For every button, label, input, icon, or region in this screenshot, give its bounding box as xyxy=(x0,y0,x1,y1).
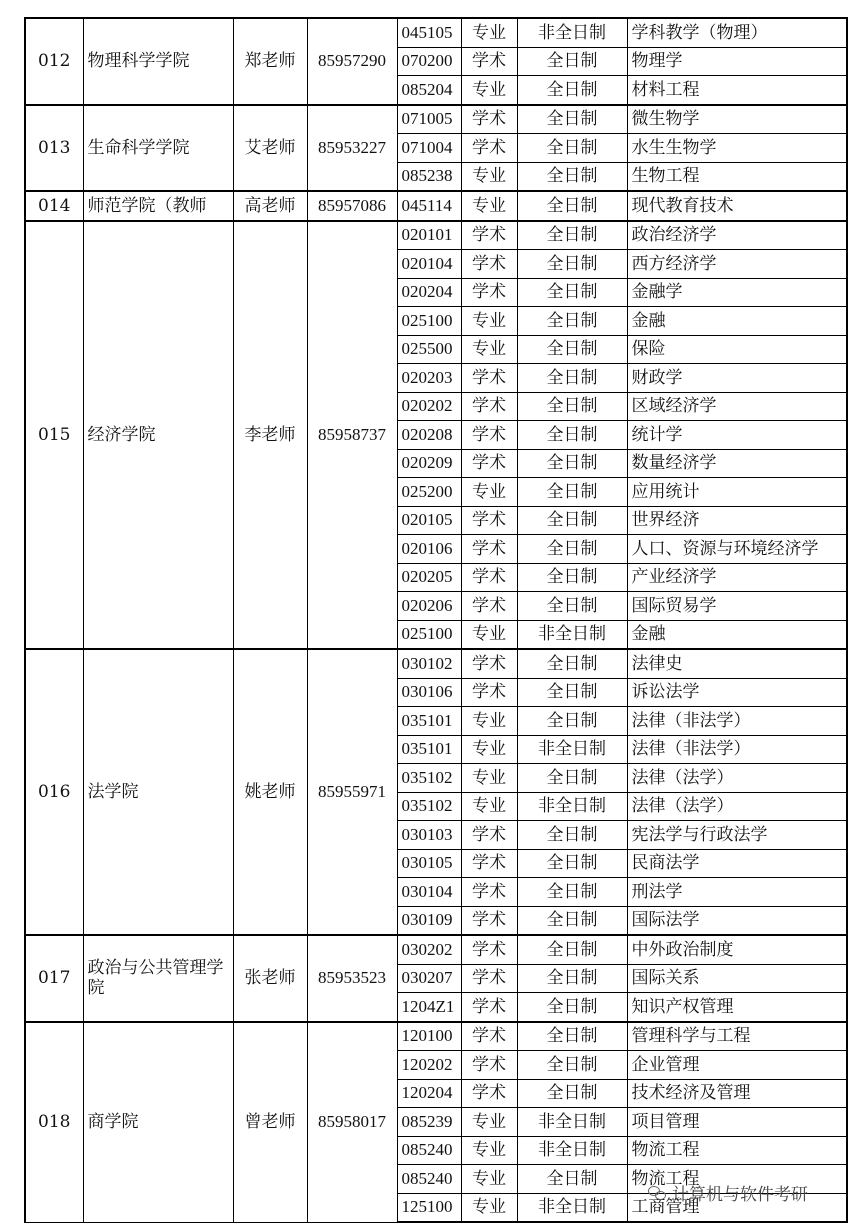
program-code: 085238 xyxy=(397,162,461,191)
college-name: 商学院 xyxy=(83,1022,233,1223)
major-name: 法律（法学） xyxy=(627,764,847,793)
major-name: 技术经济及管理 xyxy=(627,1079,847,1108)
study-mode: 全日制 xyxy=(517,250,627,279)
major-name: 现代教育技术 xyxy=(627,191,847,221)
degree-type: 学术 xyxy=(461,592,517,621)
major-name: 管理科学与工程 xyxy=(627,1022,847,1051)
degree-type: 专业 xyxy=(461,1165,517,1194)
program-code: 020101 xyxy=(397,221,461,250)
major-name: 世界经济 xyxy=(627,506,847,535)
study-mode: 全日制 xyxy=(517,1165,627,1194)
study-mode: 全日制 xyxy=(517,535,627,564)
major-name: 区域经济学 xyxy=(627,392,847,421)
program-code: 025500 xyxy=(397,335,461,364)
major-name: 金融 xyxy=(627,620,847,649)
program-code: 030105 xyxy=(397,849,461,878)
program-code: 085240 xyxy=(397,1136,461,1165)
degree-type: 专业 xyxy=(461,335,517,364)
degree-type: 专业 xyxy=(461,76,517,105)
program-code: 125100 xyxy=(397,1193,461,1222)
program-code: 1204Z1 xyxy=(397,993,461,1022)
degree-type: 专业 xyxy=(461,18,517,47)
program-code: 020104 xyxy=(397,250,461,279)
study-mode: 全日制 xyxy=(517,335,627,364)
study-mode: 全日制 xyxy=(517,649,627,678)
study-mode: 全日制 xyxy=(517,1079,627,1108)
major-name: 国际关系 xyxy=(627,964,847,993)
major-name: 金融 xyxy=(627,307,847,336)
program-code: 020203 xyxy=(397,364,461,393)
table-row xyxy=(25,221,847,250)
table-body xyxy=(25,18,847,1222)
study-mode: 全日制 xyxy=(517,478,627,507)
degree-type: 学术 xyxy=(461,1079,517,1108)
program-code: 085239 xyxy=(397,1108,461,1137)
degree-type: 专业 xyxy=(461,307,517,336)
program-code: 035102 xyxy=(397,764,461,793)
major-name: 财政学 xyxy=(627,364,847,393)
degree-type: 学术 xyxy=(461,849,517,878)
study-mode: 全日制 xyxy=(517,1051,627,1080)
major-name: 金融学 xyxy=(627,278,847,307)
major-name: 应用统计 xyxy=(627,478,847,507)
program-code: 030102 xyxy=(397,649,461,678)
program-code: 030207 xyxy=(397,964,461,993)
major-name: 法律（法学） xyxy=(627,792,847,821)
contact-phone: 85957290 xyxy=(307,18,397,105)
college-code: 014 xyxy=(25,191,83,221)
degree-type: 学术 xyxy=(461,421,517,450)
program-code: 020208 xyxy=(397,421,461,450)
degree-type: 专业 xyxy=(461,1108,517,1137)
degree-type: 学术 xyxy=(461,250,517,279)
study-mode: 全日制 xyxy=(517,964,627,993)
study-mode: 全日制 xyxy=(517,392,627,421)
college-name: 法学院 xyxy=(83,649,233,935)
admissions-table-page xyxy=(24,17,848,1223)
program-code: 020202 xyxy=(397,392,461,421)
program-code: 030106 xyxy=(397,678,461,707)
program-code: 045114 xyxy=(397,191,461,221)
degree-type: 学术 xyxy=(461,563,517,592)
program-code: 030109 xyxy=(397,906,461,935)
major-name: 西方经济学 xyxy=(627,250,847,279)
study-mode: 非全日制 xyxy=(517,792,627,821)
major-name: 法律（非法学） xyxy=(627,735,847,764)
degree-type: 学术 xyxy=(461,964,517,993)
major-name: 法律（非法学） xyxy=(627,707,847,736)
study-mode: 全日制 xyxy=(517,821,627,850)
major-name: 微生物学 xyxy=(627,105,847,134)
program-code: 030202 xyxy=(397,935,461,964)
study-mode: 全日制 xyxy=(517,134,627,163)
program-code: 070200 xyxy=(397,47,461,76)
study-mode: 全日制 xyxy=(517,421,627,450)
study-mode: 非全日制 xyxy=(517,1193,627,1222)
college-code: 013 xyxy=(25,105,83,192)
study-mode: 全日制 xyxy=(517,563,627,592)
degree-type: 专业 xyxy=(461,191,517,221)
study-mode: 全日制 xyxy=(517,47,627,76)
degree-type: 学术 xyxy=(461,878,517,907)
study-mode: 全日制 xyxy=(517,162,627,191)
college-name: 师范学院（教师 xyxy=(83,191,233,221)
contact-phone: 85953523 xyxy=(307,935,397,1022)
college-code: 016 xyxy=(25,649,83,935)
study-mode: 全日制 xyxy=(517,1022,627,1051)
degree-type: 学术 xyxy=(461,392,517,421)
study-mode: 全日制 xyxy=(517,364,627,393)
degree-type: 学术 xyxy=(461,906,517,935)
college-name: 经济学院 xyxy=(83,221,233,650)
study-mode: 全日制 xyxy=(517,278,627,307)
study-mode: 全日制 xyxy=(517,707,627,736)
major-name: 产业经济学 xyxy=(627,563,847,592)
major-name: 企业管理 xyxy=(627,1051,847,1080)
degree-type: 专业 xyxy=(461,162,517,191)
major-name: 物流工程 xyxy=(627,1136,847,1165)
study-mode: 全日制 xyxy=(517,449,627,478)
degree-type: 学术 xyxy=(461,134,517,163)
program-code: 020106 xyxy=(397,535,461,564)
program-code: 030104 xyxy=(397,878,461,907)
major-name: 学科教学（物理） xyxy=(627,18,847,47)
program-code: 071005 xyxy=(397,105,461,134)
program-code: 035101 xyxy=(397,707,461,736)
major-name: 项目管理 xyxy=(627,1108,847,1137)
program-code: 035101 xyxy=(397,735,461,764)
degree-type: 专业 xyxy=(461,707,517,736)
degree-type: 学术 xyxy=(461,105,517,134)
major-name: 刑法学 xyxy=(627,878,847,907)
degree-type: 专业 xyxy=(461,764,517,793)
program-code: 020105 xyxy=(397,506,461,535)
contact-phone: 85957086 xyxy=(307,191,397,221)
degree-type: 学术 xyxy=(461,678,517,707)
degree-type: 学术 xyxy=(461,821,517,850)
major-name: 材料工程 xyxy=(627,76,847,105)
degree-type: 专业 xyxy=(461,478,517,507)
degree-type: 学术 xyxy=(461,506,517,535)
study-mode: 全日制 xyxy=(517,764,627,793)
program-code: 025100 xyxy=(397,307,461,336)
program-code: 085204 xyxy=(397,76,461,105)
college-code: 015 xyxy=(25,221,83,650)
study-mode: 全日制 xyxy=(517,906,627,935)
study-mode: 非全日制 xyxy=(517,1136,627,1165)
degree-type: 学术 xyxy=(461,535,517,564)
major-name: 知识产权管理 xyxy=(627,993,847,1022)
study-mode: 全日制 xyxy=(517,592,627,621)
study-mode: 全日制 xyxy=(517,506,627,535)
contact-teacher: 郑老师 xyxy=(233,18,307,105)
degree-type: 学术 xyxy=(461,449,517,478)
contact-phone: 85958017 xyxy=(307,1022,397,1223)
study-mode: 全日制 xyxy=(517,307,627,336)
program-code: 085240 xyxy=(397,1165,461,1194)
study-mode: 全日制 xyxy=(517,849,627,878)
degree-type: 专业 xyxy=(461,620,517,649)
study-mode: 全日制 xyxy=(517,935,627,964)
table-row xyxy=(25,649,847,678)
table-row xyxy=(25,18,847,47)
major-name: 统计学 xyxy=(627,421,847,450)
program-code: 025200 xyxy=(397,478,461,507)
contact-phone: 85955971 xyxy=(307,649,397,935)
contact-phone: 85953227 xyxy=(307,105,397,192)
degree-type: 专业 xyxy=(461,1193,517,1222)
contact-teacher: 艾老师 xyxy=(233,105,307,192)
program-code: 020209 xyxy=(397,449,461,478)
major-name: 工商管理 xyxy=(627,1193,847,1222)
program-contact-table xyxy=(24,17,848,1223)
study-mode: 全日制 xyxy=(517,878,627,907)
program-code: 020205 xyxy=(397,563,461,592)
program-code: 120204 xyxy=(397,1079,461,1108)
program-code: 030103 xyxy=(397,821,461,850)
watermark-text: 计算机与软件考研 xyxy=(672,1185,808,1205)
study-mode: 全日制 xyxy=(517,993,627,1022)
study-mode: 非全日制 xyxy=(517,620,627,649)
contact-teacher: 李老师 xyxy=(233,221,307,650)
study-mode: 全日制 xyxy=(517,221,627,250)
major-name: 水生生物学 xyxy=(627,134,847,163)
table-row xyxy=(25,191,847,221)
college-name: 生命科学学院 xyxy=(83,105,233,192)
table-row xyxy=(25,1022,847,1051)
study-mode: 全日制 xyxy=(517,76,627,105)
major-name: 政治经济学 xyxy=(627,221,847,250)
major-name: 法律史 xyxy=(627,649,847,678)
major-name: 宪法学与行政法学 xyxy=(627,821,847,850)
program-code: 020206 xyxy=(397,592,461,621)
contact-teacher: 高老师 xyxy=(233,191,307,221)
major-name: 物理学 xyxy=(627,47,847,76)
major-name: 保险 xyxy=(627,335,847,364)
program-code: 025100 xyxy=(397,620,461,649)
degree-type: 学术 xyxy=(461,278,517,307)
program-code: 035102 xyxy=(397,792,461,821)
major-name: 中外政治制度 xyxy=(627,935,847,964)
contact-teacher: 曾老师 xyxy=(233,1022,307,1223)
program-code: 020204 xyxy=(397,278,461,307)
program-code: 120202 xyxy=(397,1051,461,1080)
study-mode: 非全日制 xyxy=(517,18,627,47)
study-mode: 全日制 xyxy=(517,191,627,221)
major-name: 国际贸易学 xyxy=(627,592,847,621)
degree-type: 学术 xyxy=(461,47,517,76)
major-name: 物流工程 xyxy=(627,1165,847,1194)
major-name: 数量经济学 xyxy=(627,449,847,478)
major-name: 人口、资源与环境经济学 xyxy=(627,535,847,564)
contact-teacher: 姚老师 xyxy=(233,649,307,935)
major-name: 诉讼法学 xyxy=(627,678,847,707)
table-row xyxy=(25,935,847,964)
study-mode: 全日制 xyxy=(517,105,627,134)
program-code: 120100 xyxy=(397,1022,461,1051)
major-name: 民商法学 xyxy=(627,849,847,878)
program-code: 071004 xyxy=(397,134,461,163)
program-code: 045105 xyxy=(397,18,461,47)
study-mode: 全日制 xyxy=(517,678,627,707)
degree-type: 学术 xyxy=(461,649,517,678)
contact-phone: 85958737 xyxy=(307,221,397,650)
table-row xyxy=(25,105,847,134)
study-mode: 非全日制 xyxy=(517,1108,627,1137)
major-name: 国际法学 xyxy=(627,906,847,935)
college-name: 政治与公共管理学院 xyxy=(83,935,233,1022)
degree-type: 学术 xyxy=(461,221,517,250)
college-code: 018 xyxy=(25,1022,83,1223)
major-name: 生物工程 xyxy=(627,162,847,191)
degree-type: 学术 xyxy=(461,364,517,393)
degree-type: 学术 xyxy=(461,993,517,1022)
college-name: 物理科学学院 xyxy=(83,18,233,105)
degree-type: 学术 xyxy=(461,1051,517,1080)
college-code: 012 xyxy=(25,18,83,105)
degree-type: 专业 xyxy=(461,735,517,764)
contact-teacher: 张老师 xyxy=(233,935,307,1022)
degree-type: 学术 xyxy=(461,1022,517,1051)
degree-type: 专业 xyxy=(461,1136,517,1165)
college-code: 017 xyxy=(25,935,83,1022)
study-mode: 非全日制 xyxy=(517,735,627,764)
degree-type: 学术 xyxy=(461,935,517,964)
degree-type: 专业 xyxy=(461,792,517,821)
